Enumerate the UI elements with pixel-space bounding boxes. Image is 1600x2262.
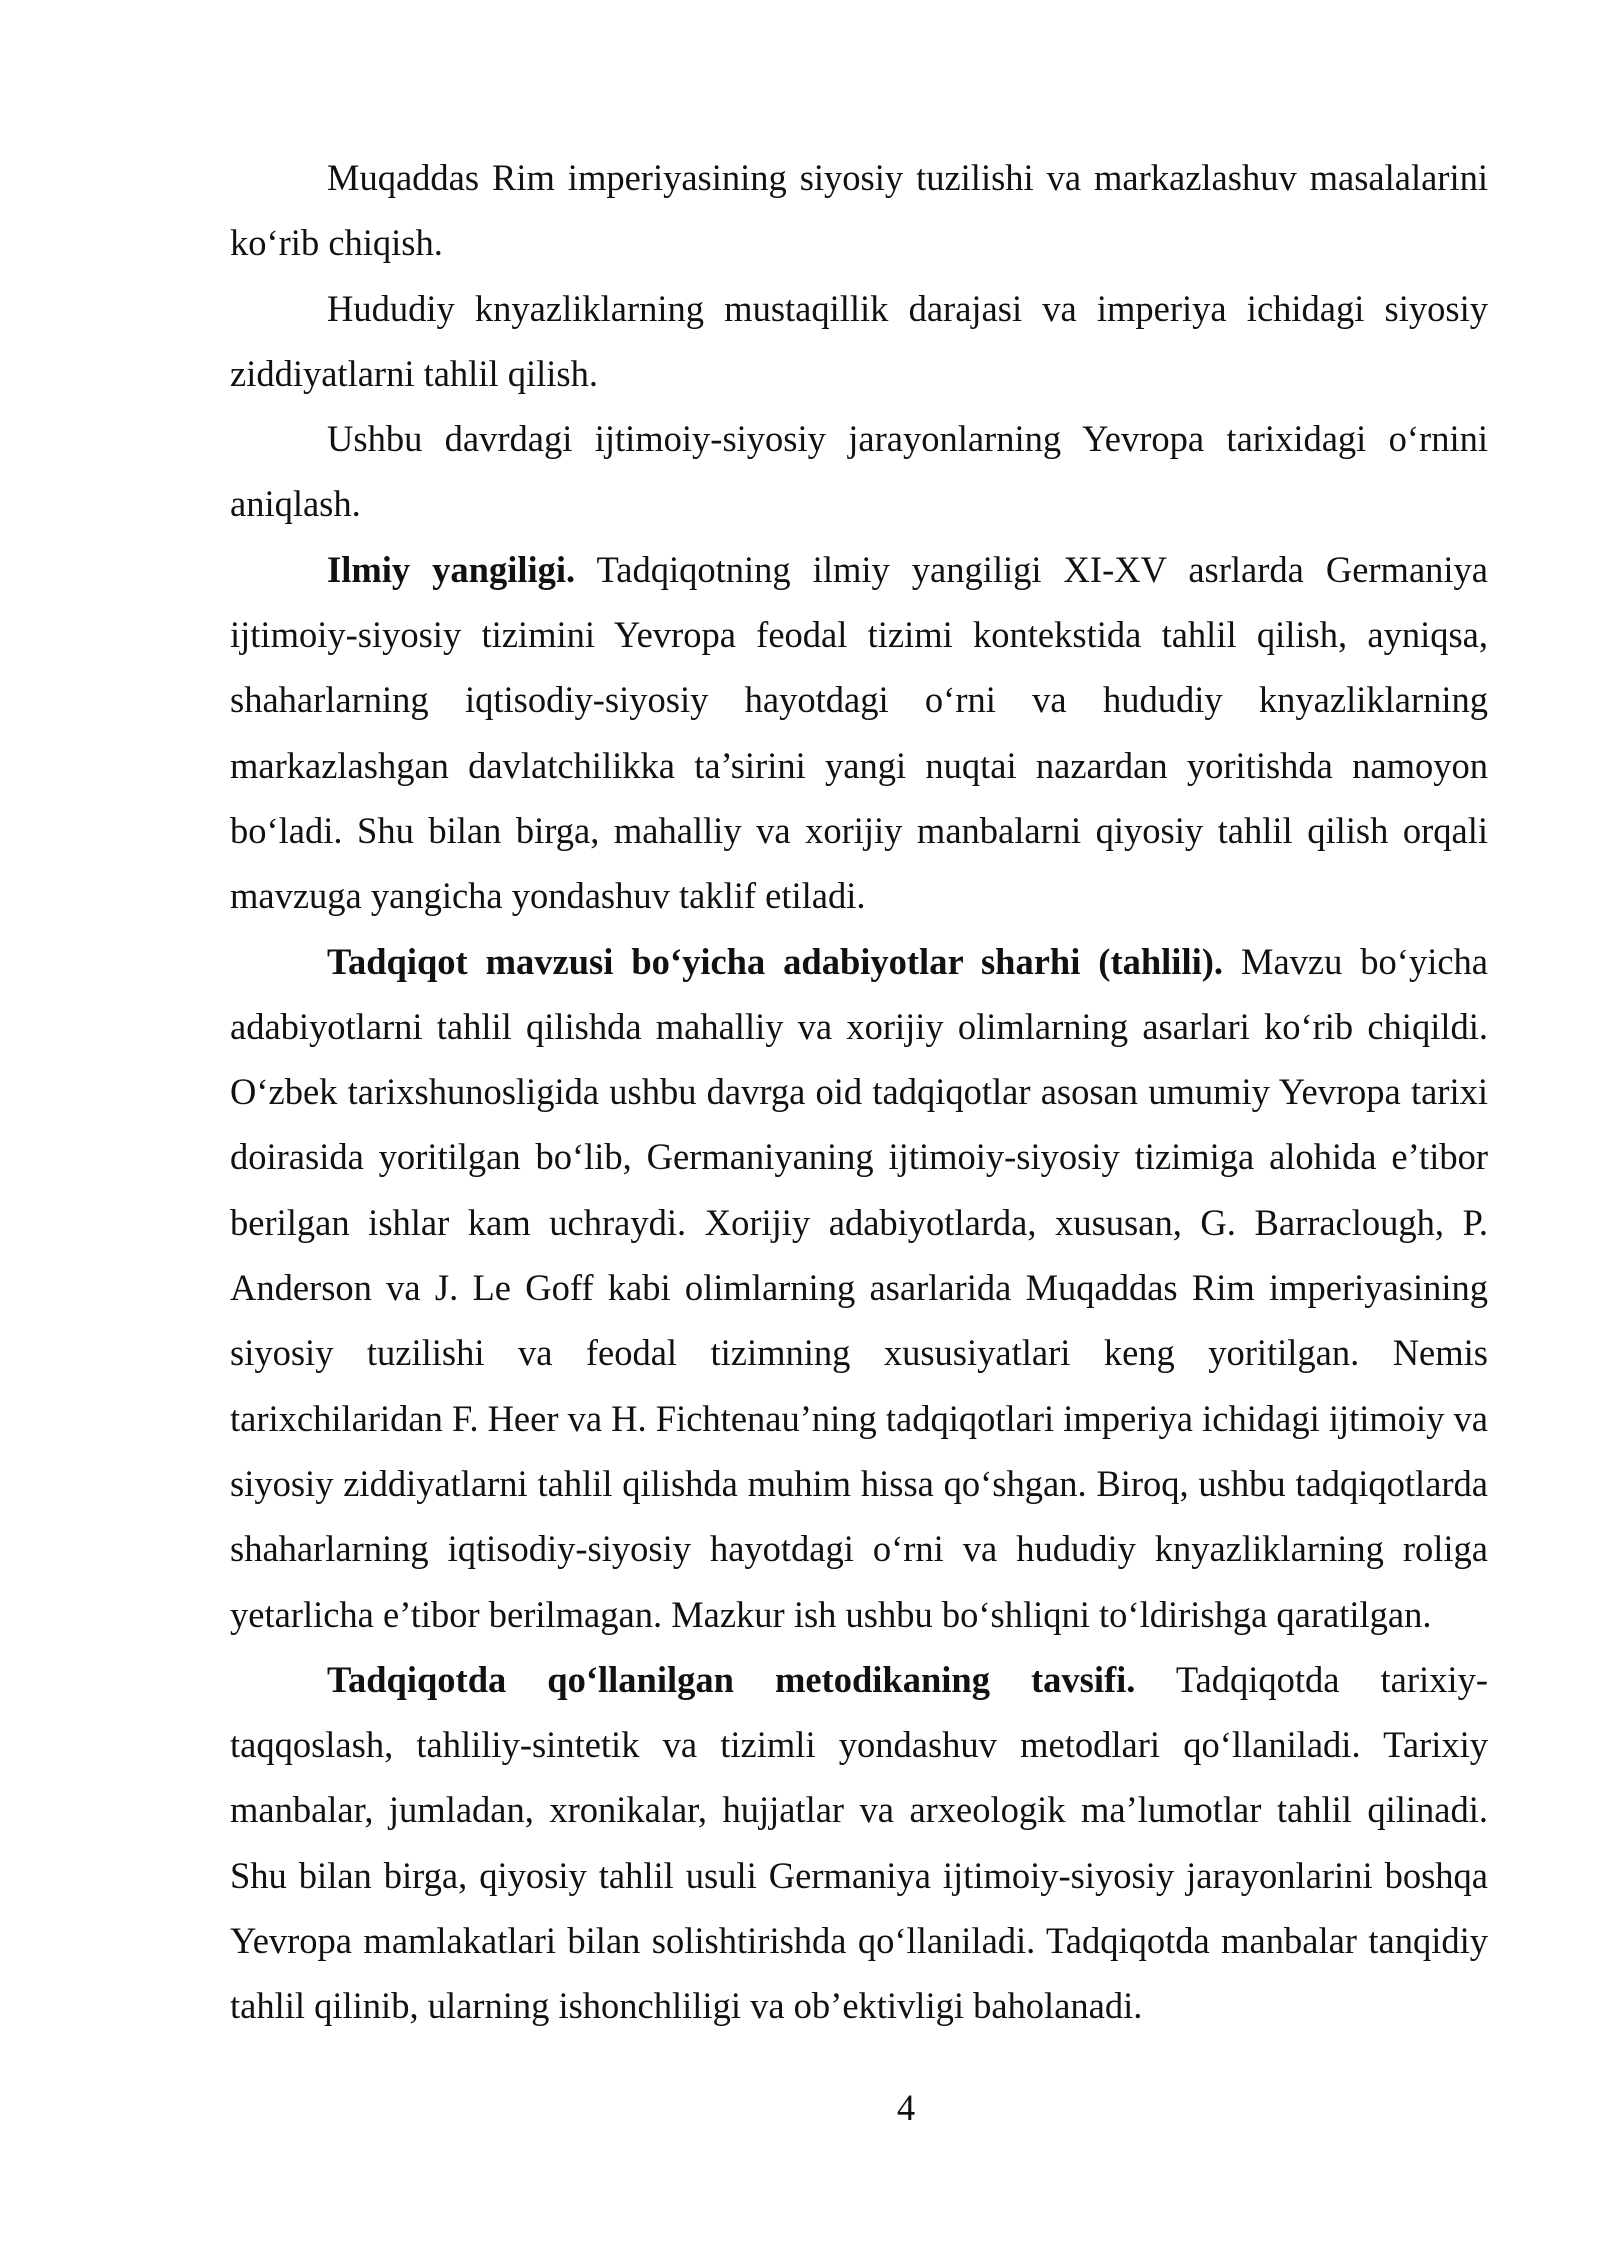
document-page [230,145,1488,2039]
paragraph-objective-2 [230,276,1488,407]
paragraph-scientific-novelty [230,537,1488,929]
paragraph-text: Mavzu bo‘yicha adabiyotlarni tahlil qilishda mahalliy va xorijiy olimlarning asarlari ko‘rib chiqildi. O‘zbek tarixshunosligida ushbu davrga oid tadqiqotlar asosan umumiy Yevropa tarixi doirasida yoritilgan bo‘lib, Germaniyaning ijtimoiy-siyosiy tizimiga alohida e’tibor berilgan ishlar kam uchraydi. Xorijiy adabiyotlarda, xususan, G. Barraclough, P. Anderson va J. Le Goff kabi olimlarning asarlarida Muqaddas Rim imperiyasining siyosiy tuzilishi va feodal tizimning xususiyatlari keng yoritilgan. Nemis tarixchilaridan F. Heer va H. Fichtenau’ning tadqiqotlari imperiya ichidagi ijtimoiy va siyosiy ziddiyatlarni tahlil qilishda muhim hissa qo‘shgan. Biroq, ushbu tadqiqotlarda shaharlarning iqtisodiy-siyosiy hayotdagi o‘rni va hududiy knyazliklarning roliga yetarlicha e’tibor berilmagan. Mazkur ish ushbu bo‘shliqni to‘ldirishga qaratilgan. [230,940,1489,1635]
paragraph-heading: Tadqiqotda qo‘llanilgan metodikaning tavsifi. [327,1658,1136,1700]
paragraph-text: Tadqiqotning ilmiy yangiligi XI-XV asrlarda Germaniya ijtimoiy-siyosiy tizimini Yevropa feodal tizimi kontekstida tahlil qilish, ayniqsa, shaharlarning iqtisodiy-siyosiy hayotdagi o‘rni va hududiy knyazliklarning markazlashgan davlatchilikka ta’sirini yangi nuqtai nazardan yoritishda namoyon bo‘ladi. Shu bilan birga, mahalliy va xorijiy manbalarni qiyosiy tahlil qilish orqali mavzuga yangicha yondashuv taklif etiladi. [230,548,1488,917]
paragraph-text: Muqaddas Rim imperiyasining siyosiy tuzilishi va markazlashuv masalalarini ko‘rib chiqish. [230,157,1488,264]
paragraph-methodology [230,1647,1488,2039]
paragraph-text: Tadqiqotda tarixiy-taqqoslash, tahliliy-sintetik va tizimli yondashuv metodlari qo‘llaniladi. Tarixiy manbalar, jumladan, xronikalar, hujjatlar va arxeologik ma’lumotlar tahlil qilinadi. Shu bilan birga, qiyosiy tahlil usuli Germaniya ijtimoiy-siyosiy jarayonlarini boshqa Yevropa mamlakatlari bilan solishtirishda qo‘llaniladi. Tadqiqotda manbalar tanqidiy tahlil qilinib, ularning ishonchliligi va ob’ektivligi baholanadi. [230,1658,1488,2027]
paragraph-text: Ushbu davrdagi ijtimoiy-siyosiy jarayonlarning Yevropa tarixidagi o‘rnini aniqlash. [230,418,1488,525]
paragraph-objective-3 [230,406,1488,537]
paragraph-literature-review [230,929,1488,1647]
paragraph-text: Hududiy knyazliklarning mustaqillik darajasi va imperiya ichidagi siyosiy ziddiyatlarni tahlil qilish. [230,287,1488,394]
paragraph-objective-1 [230,145,1488,276]
paragraph-heading: Ilmiy yangiligi. [327,548,576,590]
page-number: 4 [896,2087,916,2128]
paragraph-heading: Tadqiqot mavzusi bo‘yicha adabiyotlar sharhi (tahlili). [327,940,1224,982]
